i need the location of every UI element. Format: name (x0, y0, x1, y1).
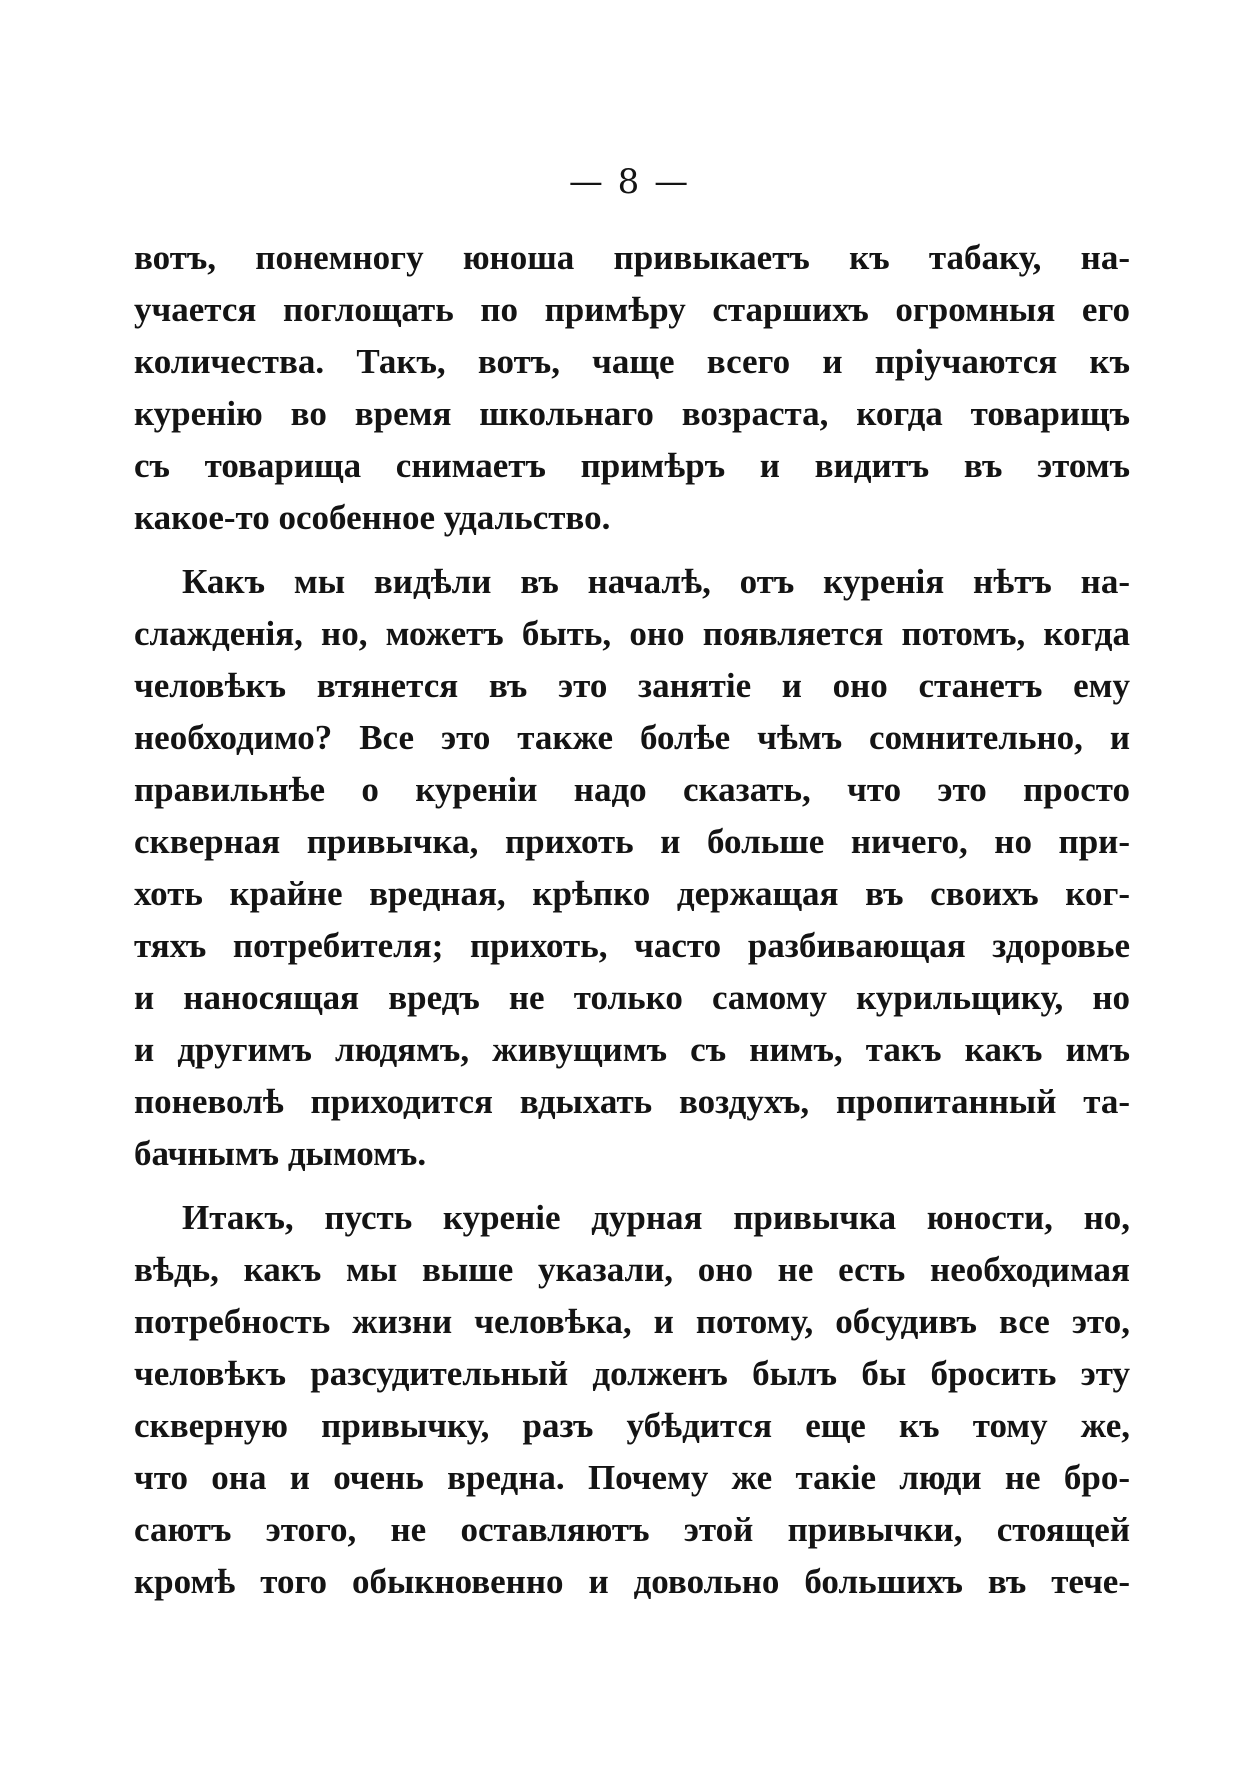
text-line: скверную привычку, разъ убѣдится еще къ тому же, (134, 1406, 1130, 1445)
text-line: учается поглощать по примѣру старшихъ огромныя его (134, 290, 1130, 329)
text-line: куренію во время школьнаго возраста, когда товарищъ (134, 394, 1130, 433)
text-line: человѣкъ втянется въ это занятіе и оно станетъ ему (134, 666, 1130, 705)
text-line: Итакъ, пусть куреніе дурная привычка юности, но, (182, 1198, 1130, 1237)
text-line: и наносящая вредъ не только самому курильщику, но (134, 978, 1130, 1017)
text-line: Какъ мы видѣли въ началѣ, отъ куренія нѣтъ на- (182, 562, 1130, 601)
body-text (134, 232, 1130, 1608)
text-line: количества. Такъ, вотъ, чаще всего и пріучаются къ (134, 342, 1130, 381)
text-line: вотъ, понемногу юноша привыкаетъ къ табаку, на- (134, 238, 1130, 277)
text-line: потребность жизни человѣка, и потому, обсудивъ все это, (134, 1302, 1130, 1341)
text-line: что она и очень вредна. Почему же такіе люди не бро- (134, 1458, 1130, 1497)
text-line: слажденія, но, можетъ быть, оно появляется потомъ, когда (134, 614, 1130, 653)
text-line: съ товарища снимаетъ примѣръ и видитъ въ этомъ (134, 446, 1130, 485)
text-line: скверная привычка, прихоть и больше ничего, но при- (134, 822, 1130, 861)
text-line: и другимъ людямъ, живущимъ съ нимъ, такъ какъ имъ (134, 1030, 1130, 1069)
text-line: какое-то особенное удальство. (134, 498, 611, 537)
text-line: хоть крайне вредная, крѣпко держащая въ своихъ ког- (134, 874, 1130, 913)
text-line: кромѣ того обыкновенно и довольно большихъ въ тече- (134, 1562, 1130, 1601)
page-number: — 8 — (568, 162, 691, 202)
paragraph-gap (134, 1180, 1130, 1192)
text-line: поневолѣ приходится вдыхать воздухъ, пропитанный та- (134, 1082, 1130, 1121)
text-line: тяхъ потребителя; прихоть, часто разбивающая здоровье (134, 926, 1130, 965)
paragraph-gap (134, 544, 1130, 556)
text-line: правильнѣе о куреніи надо сказать, что это просто (134, 770, 1130, 809)
text-line: бачнымъ дымомъ. (134, 1134, 427, 1173)
text-line: саютъ этого, не оставляютъ этой привычки, стоящей (134, 1510, 1130, 1549)
text-line: необходимо? Все это также болѣе чѣмъ сомнительно, и (134, 718, 1130, 757)
text-line: вѣдь, какъ мы выше указали, оно не есть необходимая (134, 1250, 1130, 1289)
text-line: человѣкъ разсудительный долженъ былъ бы бросить эту (134, 1354, 1130, 1393)
